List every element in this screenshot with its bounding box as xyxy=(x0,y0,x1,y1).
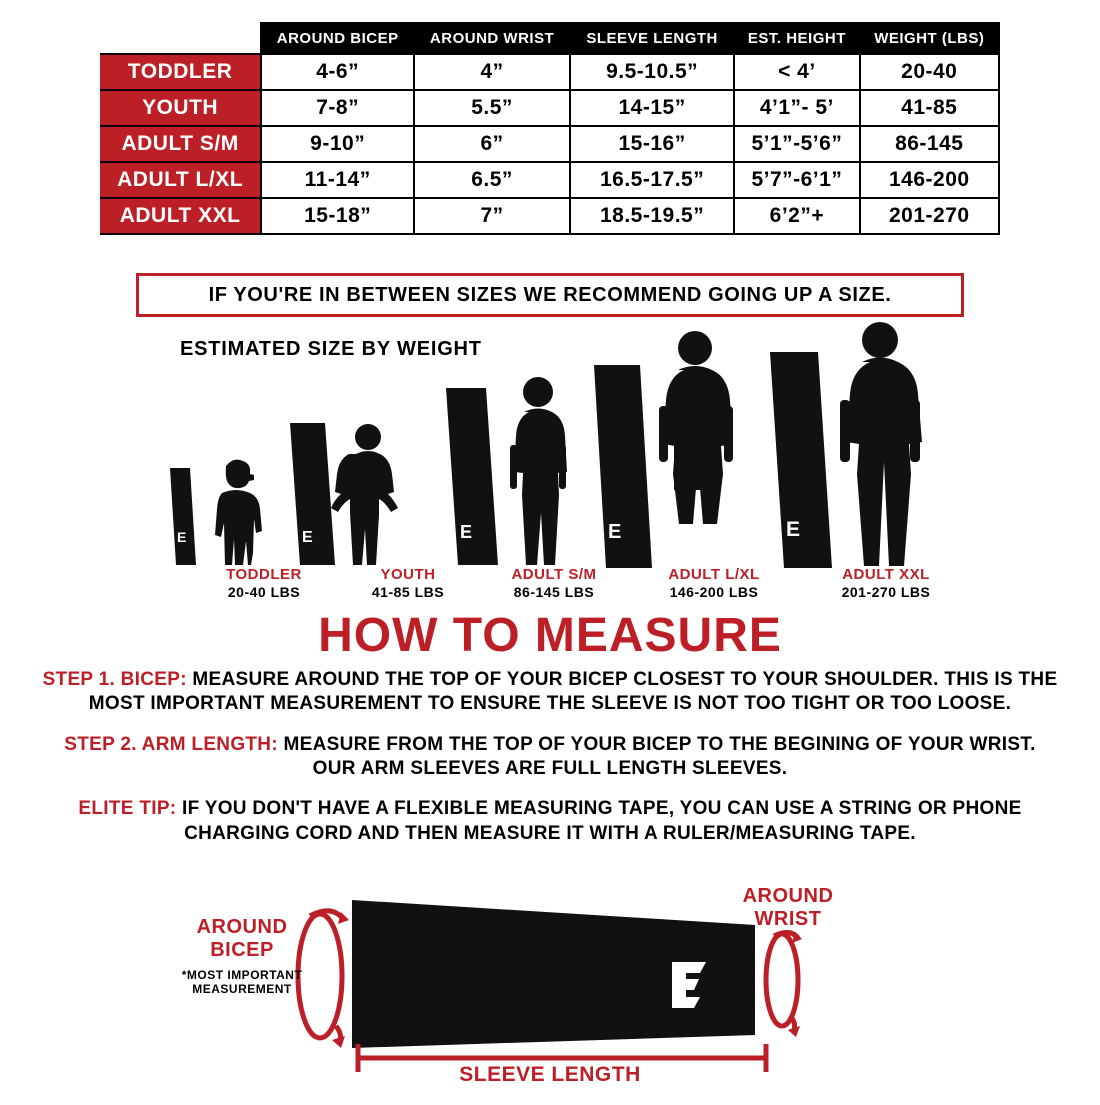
svg-text:E: E xyxy=(786,518,801,541)
cell-toddler-wrist: 4” xyxy=(414,54,570,90)
size-recommendation-banner: IF YOU'RE IN BETWEEN SIZES WE RECOMMEND GOING UP A SIZE. xyxy=(136,273,964,317)
cell-adult-lxl-wrist: 6.5” xyxy=(414,162,570,198)
around-bicep-label-line1: AROUND xyxy=(196,916,288,938)
figure-label-adult-lxl-name: ADULT L/XL xyxy=(668,566,760,583)
row-label-youth: YOUTH xyxy=(100,90,261,126)
cell-adult-xxl-bicep: 15-18” xyxy=(261,198,414,234)
how-to-measure-title: HOW TO MEASURE xyxy=(318,609,782,662)
svg-text:E: E xyxy=(460,522,473,542)
table-row xyxy=(100,54,999,90)
cell-toddler-bicep: 4-6” xyxy=(261,54,414,90)
figure-illustrations xyxy=(150,320,970,600)
table-header xyxy=(100,23,999,54)
figure-label-youth-weight: 41-85 LBS xyxy=(371,584,445,600)
column-header-wrist: AROUND WRIST xyxy=(414,23,570,54)
cell-youth-bicep: 7-8” xyxy=(261,90,414,126)
svg-text:E: E xyxy=(177,529,187,545)
step-arm-length xyxy=(40,733,1060,782)
how-to-measure-steps xyxy=(40,668,1060,862)
column-header-bicep: AROUND BICEP xyxy=(261,23,414,54)
cell-youth-sleeve: 14-15” xyxy=(570,90,734,126)
around-wrist-label-line2: WRIST xyxy=(754,908,822,930)
table-header-row xyxy=(100,23,999,54)
figure-group-adult-xxl xyxy=(770,322,922,568)
around-bicep-label xyxy=(172,916,312,997)
figure-label-adult-lxl xyxy=(614,566,814,600)
cell-youth-weight: 41-85 xyxy=(860,90,999,126)
row-label-toddler: TODDLER xyxy=(100,54,261,90)
figure-label-adult-sm-weight: 86-145 LBS xyxy=(513,584,595,600)
figure-label-toddler-weight: 20-40 LBS xyxy=(227,584,301,600)
figure-label-adult-xxl-weight: 201-270 LBS xyxy=(841,584,931,600)
step-elite-tip xyxy=(40,797,1060,846)
cell-toddler-weight: 20-40 xyxy=(860,54,999,90)
cell-adult-xxl-height: 6’2”+ xyxy=(734,198,859,234)
figure-label-youth-name: YOUTH xyxy=(380,566,436,583)
step-arm-length-text: MEASURE FROM THE TOP OF YOUR BICEP TO THE BEGINING OF YOUR WRIST. OUR ARM SLEEVES ARE FULL LENGTH SLEEVES. xyxy=(277,733,1036,779)
table-row xyxy=(100,162,999,198)
step-bicep xyxy=(40,668,1060,717)
cell-adult-sm-height: 5’1”-5’6” xyxy=(734,126,859,162)
step-bicep-text: MEASURE AROUND THE TOP OF YOUR BICEP CLOSEST TO YOUR SHOULDER. THIS IS THE MOST IMPORTANT MEASUREMENT TO ENSURE THE SLEEVE IS NOT TOO TIGHT OR TOO LOOSE. xyxy=(88,669,1058,715)
cell-adult-lxl-sleeve: 16.5-17.5” xyxy=(570,162,734,198)
step-arm-length-key: STEP 2. ARM LENGTH: xyxy=(64,733,278,755)
around-wrist-label xyxy=(718,885,858,931)
table-row xyxy=(100,126,999,162)
sleeve-shape xyxy=(352,900,755,1048)
around-wrist-label-line1: AROUND xyxy=(742,885,834,907)
figure-group-youth xyxy=(290,423,398,565)
cell-youth-height: 4’1”- 5’ xyxy=(734,90,859,126)
around-bicep-note: *MOST IMPORTANT MEASUREMENT xyxy=(181,968,303,997)
sleeve-length-label: SLEEVE LENGTH xyxy=(459,1063,641,1086)
silhouettes-svg xyxy=(150,320,970,600)
step-bicep-key: STEP 1. BICEP: xyxy=(42,669,187,690)
cell-adult-xxl-wrist: 7” xyxy=(414,198,570,234)
size-chart-table xyxy=(100,22,1000,235)
cell-adult-sm-weight: 86-145 xyxy=(860,126,999,162)
step-elite-tip-text: IF YOU DON'T HAVE A FLEXIBLE MEASURING TAPE, YOU CAN USE A STRING OR PHONE CHARGING CORD AND THEN MEASURE IT WITH A RULER/MEASURING TAPE. xyxy=(176,798,1022,844)
cell-toddler-height: < 4’ xyxy=(734,54,859,90)
table-row xyxy=(100,90,999,126)
column-header-height: EST. HEIGHT xyxy=(734,23,859,54)
table-body xyxy=(100,54,999,234)
figure-group-adult-sm xyxy=(446,377,567,565)
cell-toddler-sleeve: 9.5-10.5” xyxy=(570,54,734,90)
column-header-weight: WEIGHT (LBS) xyxy=(860,23,999,54)
figure-label-adult-xxl xyxy=(786,566,986,600)
figure-label-adult-xxl-name: ADULT XXL xyxy=(842,566,930,583)
cell-adult-sm-bicep: 9-10” xyxy=(261,126,414,162)
figure-label-adult-sm-name: ADULT S/M xyxy=(511,566,597,583)
column-header-sleeve: SLEEVE LENGTH xyxy=(570,23,734,54)
row-label-adult-lxl: ADULT L/XL xyxy=(100,162,261,198)
wrist-measure-ellipse xyxy=(766,934,798,1026)
step-elite-tip-key: ELITE TIP: xyxy=(78,798,177,820)
row-label-adult-sm: ADULT S/M xyxy=(100,126,261,162)
svg-text:E: E xyxy=(608,521,622,543)
svg-text:E: E xyxy=(302,529,313,546)
cell-adult-lxl-weight: 146-200 xyxy=(860,162,999,198)
figure-label-adult-lxl-weight: 146-200 LBS xyxy=(669,584,759,600)
cell-adult-sm-wrist: 6” xyxy=(414,126,570,162)
row-label-adult-xxl: ADULT XXL xyxy=(100,198,261,234)
around-bicep-label-line2: BICEP xyxy=(210,939,274,961)
cell-adult-lxl-bicep: 11-14” xyxy=(261,162,414,198)
figure-group-adult-lxl xyxy=(594,331,733,568)
figure-label-toddler-name: TODDLER xyxy=(226,566,302,583)
cell-adult-xxl-weight: 201-270 xyxy=(860,198,999,234)
cell-adult-xxl-sleeve: 18.5-19.5” xyxy=(570,198,734,234)
cell-adult-lxl-height: 5’7”-6’1” xyxy=(734,162,859,198)
sleeve-measurement-diagram xyxy=(0,880,1100,1100)
figure-group-toddler xyxy=(170,460,262,565)
estimated-size-title: ESTIMATED SIZE BY WEIGHT xyxy=(180,338,482,360)
table-corner-cell xyxy=(100,23,261,54)
table-row xyxy=(100,198,999,234)
cell-youth-wrist: 5.5” xyxy=(414,90,570,126)
cell-adult-sm-sleeve: 15-16” xyxy=(570,126,734,162)
